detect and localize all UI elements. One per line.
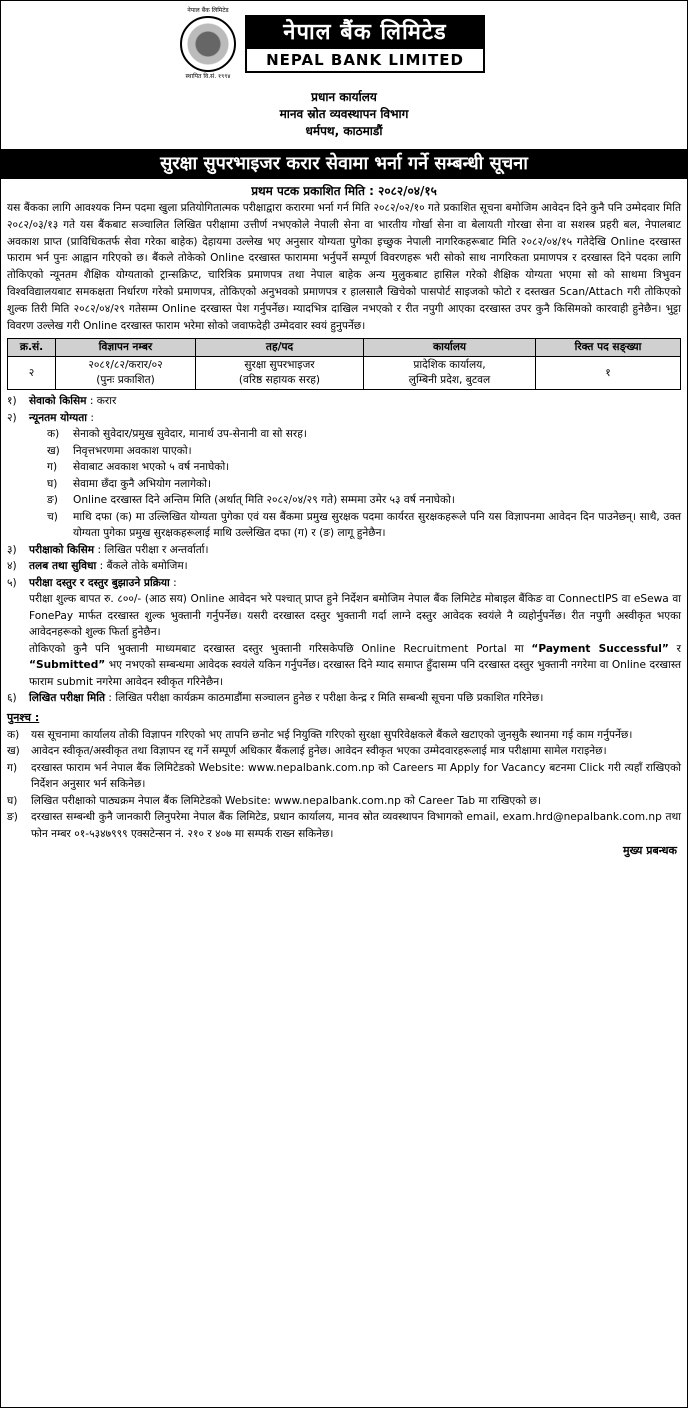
sub-text: माथि दफा (क) मा उल्लिखित योग्यता पुगेका एवं यस बैंकमा प्रमुख सुरक्षक पदमा कार्यरत सुरक्षकहरूले पनि यस विज्ञापनमा आवेदन दिन पाउनेछन्। साथै, उक्त योग्यता पुगेका प्रमुख सुरक्षकहरूलाई माथि उल्लेखित दफा (ग) र (ङ) लागू हुनेछैन। [73, 510, 681, 540]
seal-bottom-text: स्थापित वि.सं. १९९४ [185, 73, 231, 80]
item-number: १) [7, 395, 17, 408]
item-text: : लिखित परीक्षा र अन्तर्वार्ता। [94, 543, 209, 556]
col-vacancies: रिक्त पद सङ्ख्या [536, 339, 681, 357]
list-item [7, 509, 681, 542]
office-address [7, 89, 681, 140]
logo-english: NEPAL BANK LIMITED [266, 51, 464, 69]
ps-text: आवेदन स्वीकृत/अस्वीकृत तथा विज्ञापन रद्द गर्ने सम्पूर्ण अधिकार बैंकलाई हुनेछ। आवेदन स्वीकृत भएका उम्मेदवारहरूलाई मात्र परीक्षामा सामेल गराइनेछ। [31, 745, 607, 758]
department-line: मानव स्रोत व्यवस्थापन विभाग [279, 107, 409, 121]
cell-sn: २ [8, 357, 56, 390]
list-item [7, 426, 681, 443]
list-item [7, 760, 681, 793]
item-body [29, 575, 681, 592]
item-written-exam-date [7, 690, 681, 707]
item-label: लिखित परीक्षा मिति [29, 692, 106, 705]
list-item [7, 459, 681, 476]
intro-paragraph: यस बैंकका लागि आवश्यक निम्न पदमा खुला प्रतियोगितात्मक परीक्षाद्वारा करारमा भर्ना गर्न मिति २०८२/०२/१० गते प्रकाशित सूचना बमोजिम आवेदन दिने कुनै पनि उम्मेदवार मिति २०८२/०३/१३ गते यस बैंकबाट सञ्चालित लिखित परीक्षामा उत्तीर्ण नभएकोले नेपाली सेना वा भारतीय गोर्खा सेना वा बेलायती गोरखा सेना वा सशस्त्र प्रहरी बल, नेपालबाट अवकाश प्राप्त (प्राविधिकतर्फ सेवा गरेका बाहेक) देहायमा उल्लेख भए अनुसार योग्यता पुगेका इच्छुक नेपाली नागरिकहरूबाट मिति २०८२/०४/१५ गतेदेखि Online दरखास्त फाराम भर्न पुनः आह्वान गरिएको छ। बैंकले तोकेको Online दरखास्त फाराममा भर्नुपर्ने सम्पूर्ण विवरणहरू भरी सोको साथ नागरिकता प्रमाणपत्र र दरखास्त दिने पदका लागि तोकिएको न्यूनतम शैक्षिक योग्यताको ट्रान्सक्रिप्ट, चारित्रिक प्रमाणपत्र तथा नेपाल बाहेक अन्य मुलुकबाट हासिल गरेको शैक्षिक योग्यता भएमा सो को साथमा त्रिभुवन विश्वविद्यालयबाट समकक्षता निर्धारण गरेको प्रमाणपत्र, तोकिएको अनुभवको प्रमाणपत्र र हालसालै खिचेको पासपोर्ट साइजको फोटो र दस्तखत Scan/Attach गरी तोकिएको शुल्क तिरी मिति २०८२/०४/२९ गतेसम्म Online दरखास्त पेश गर्नुपर्नेछ। म्यादभित्र दाखिल नभएको र रीत नपुगी आएका दरखास्त उपर कुनै किसिमको कारवाही हुनेछैन। भुट्टा विवरण उल्लेख गरी Online दरखास्त फाराम भरेमा सोको जवाफदेही उम्मेदवार स्वयं हुनुपर्नेछ। [7, 202, 681, 332]
ps-number: ग) [7, 761, 18, 774]
item-number: ३) [7, 543, 17, 556]
item-exam-fee [7, 575, 681, 592]
item-body [29, 690, 681, 707]
item-label: परीक्षा दस्तुर र दस्तुर बुझाउने प्रक्रिया [29, 576, 170, 589]
item-body [29, 410, 681, 427]
sub-number: घ) [47, 477, 58, 490]
ps-number: क) [7, 728, 20, 741]
item-body [29, 393, 681, 410]
item-number: ४) [7, 560, 17, 573]
list-item [7, 443, 681, 460]
ps-text: यस सूचनामा कार्यालय तोकी विज्ञापन गरिएको भए तापनि छनोट भई नियुक्ति गरिएको सुरक्षा सुपरिवेक्षकले बैंकले खटाएको जुनसुकै स्थानमा गई काम गर्नुपर्नेछ। [31, 728, 633, 741]
ad-republished: (पुनः प्रकाशित) [96, 374, 155, 387]
address-line: धर्मपथ, काठमाडौं [305, 124, 383, 138]
table-row [8, 357, 681, 390]
list-item [7, 492, 681, 509]
item-label: सेवाको किसिम [29, 395, 87, 408]
sub-number: ख) [47, 444, 60, 457]
sub-text: सेनाको सुवेदार/प्रमुख सुवेदार, मानार्थ उप-सेनानी वा सो सरह। [73, 428, 307, 441]
postscript-list [7, 727, 681, 843]
fee-text-e: भए नभएको सम्बन्धमा आवेदक स्वयंले यकिन गर्नुपर्नेछ। दरखास्त दिने म्याद समाप्त हुँदासम्म पनि दरखास्त दस्तुर भुक्तानी नगरेमा वा Online दरखास्त फाराम submit नगरेमा आवेदन स्वीकृत गरिनेछैन। [29, 659, 681, 688]
sub-number: क) [47, 428, 60, 441]
item-number: ६) [7, 692, 17, 705]
bank-logo [245, 15, 485, 73]
item-label: न्यूनतम योग्यता [29, 411, 88, 424]
ps-text: दरखास्त सम्बन्धी कुनै जानकारी लिनुपरेमा नेपाल बैंक लिमिटेड, प्रधान कार्यालय, मानव स्रोत व्यवस्थापन विभागको email, exam.hrd@nepalbank.com.np तथा फोन नम्बर ०१-५३४७९९९ एक्सटेन्सन नं. २१० र ४०७ मा सम्पर्क राख्न सकिनेछ। [31, 811, 681, 840]
ps-number: ख) [7, 745, 20, 758]
ps-number: घ) [7, 794, 18, 807]
exam-fee-paragraph-1: परीक्षा शुल्क बापत रु. ८००/- (आठ सय) Online आवेदन भरे पश्चात् प्राप्त हुने निर्देशन बमोजिम नेपाल बैंक लिमिटेड मोबाइल बैंकिङ वा ConnectIPS वा eSewa वा FonePay मार्फत दरखास्त शुल्क भुक्तानी गर्नुपर्नेछ। यसरी दरखास्त दस्तुर भुक्तानी गर्दा लाग्ने दस्तुर आवेदक स्वयंले नै व्यहोर्नुपर्नेछ। रीत नपुगी अस्वीकृत भएका आवेदनहरूको शुल्क फिर्ता हुनेछैन। [29, 593, 681, 639]
item-text: : करार [86, 395, 117, 408]
item-min-qualification [7, 410, 681, 427]
item-service-type [7, 393, 681, 410]
sub-number: ङ) [47, 494, 58, 507]
ps-number: ङ) [7, 811, 18, 824]
item-body [29, 542, 681, 559]
details-list [7, 393, 681, 707]
signature-title: मुख्य प्रबन्धक [622, 844, 677, 858]
list-item [7, 809, 681, 842]
ad-number: २०८१/८२/करार/०२ [88, 359, 163, 372]
cell-office [364, 357, 536, 390]
fee-text-c: र [668, 642, 681, 655]
list-item [7, 793, 681, 810]
seal-emblem-icon [180, 16, 236, 72]
logo-nepali: नेपाल बैंक लिमिटेड [247, 17, 483, 49]
item-text: : [169, 576, 177, 589]
office-name: प्रादेशिक कार्यालय, [413, 359, 486, 372]
fee-text-a: तोकिएको कुनै पनि भुक्तानी माध्यमबाट दरखास्त दस्तुर भुक्तानी गरिसकेपछि Online Recruitment Portal मा [29, 642, 532, 655]
table-header-row [8, 339, 681, 357]
payment-successful-label: “Payment Successful” [531, 642, 669, 655]
col-post: तह/पद [196, 339, 364, 357]
submitted-label: “Submitted” [29, 659, 106, 672]
item-number: ५) [7, 576, 17, 589]
sub-text: सेवाबाट अवकाश भएको ५ वर्ष ननाघेको। [73, 461, 230, 474]
item-label: परीक्षाको किसिम [29, 543, 95, 556]
sub-text: Online दरखास्त दिने अन्तिम मिति (अर्थात् मिति २०८२/०४/२९ गते) सम्ममा उमेर ५३ वर्ष ननाघेको। [73, 494, 455, 507]
bank-seal [177, 7, 239, 89]
item-exam-type [7, 542, 681, 559]
item-text: : लिखित परीक्षा कार्यक्रम काठमाडौंमा सञ्चालन हुनेछ र परीक्षा केन्द्र र मिति सम्बन्धी सूचना पछि प्रकाशित गरिनेछ। [105, 692, 544, 705]
item-body [29, 558, 681, 575]
postscript-title: पुनश्च : [7, 710, 40, 724]
cell-ad-number [56, 357, 196, 390]
sub-text: निवृत्तभरणमा अवकाश पाएको। [73, 444, 192, 457]
office-location: लुम्बिनी प्रदेश, बुटवल [408, 374, 491, 387]
exam-fee-paragraph-2 [7, 641, 681, 691]
col-ad-number: विज्ञापन नम्बर [56, 339, 196, 357]
ps-text: लिखित परीक्षाको पाठ्यक्रम नेपाल बैंक लिमिटेडको Website: www.nepalbank.com.np को Career Tab मा राखिएको छ। [31, 794, 541, 807]
publication-date: प्रथम पटक प्रकाशित मिति : २०८२/०४/१५ [251, 184, 437, 198]
cell-post [196, 357, 364, 390]
office-line: प्रधान कार्यालय [311, 90, 377, 104]
item-number: २) [7, 411, 17, 424]
sub-number: ग) [47, 461, 58, 474]
post-level: (वरिष्ठ सहायक सरह) [238, 374, 321, 387]
sub-text: सेवामा छँदा कुनै अभियोग नलागेको। [73, 477, 211, 490]
seal-top-text: नेपाल बैंक लिमिटेड [187, 7, 229, 14]
list-item [7, 476, 681, 493]
post-name: सुरक्षा सुपरभाइजर [244, 359, 315, 372]
notice-header [7, 1, 681, 149]
col-office: कार्यालय [364, 339, 536, 357]
cell-vacancies: १ [536, 357, 681, 390]
list-item [7, 743, 681, 760]
item-text: : बैंकले तोके बमोजिम। [96, 560, 188, 573]
notice-title: सुरक्षा सुपरभाइजर करार सेवामा भर्ना गर्ने सम्बन्धी सूचना [1, 149, 687, 179]
list-item [7, 727, 681, 744]
item-text: : [87, 411, 94, 424]
item-salary [7, 558, 681, 575]
col-sn: क्र.सं. [8, 339, 56, 357]
item-label: तलब तथा सुविधा [29, 560, 97, 573]
ps-text: दरखास्त फाराम भर्न नेपाल बैंक लिमिटेडको Website: www.nepalbank.com.np को Careers मा Apply for Vacancy बटनमा Click गरी त्यहाँ राखिएको निर्देशन अनुसार भर्न सकिनेछ। [31, 761, 681, 791]
vacancy-table [7, 338, 681, 390]
sub-number: च) [47, 510, 58, 523]
